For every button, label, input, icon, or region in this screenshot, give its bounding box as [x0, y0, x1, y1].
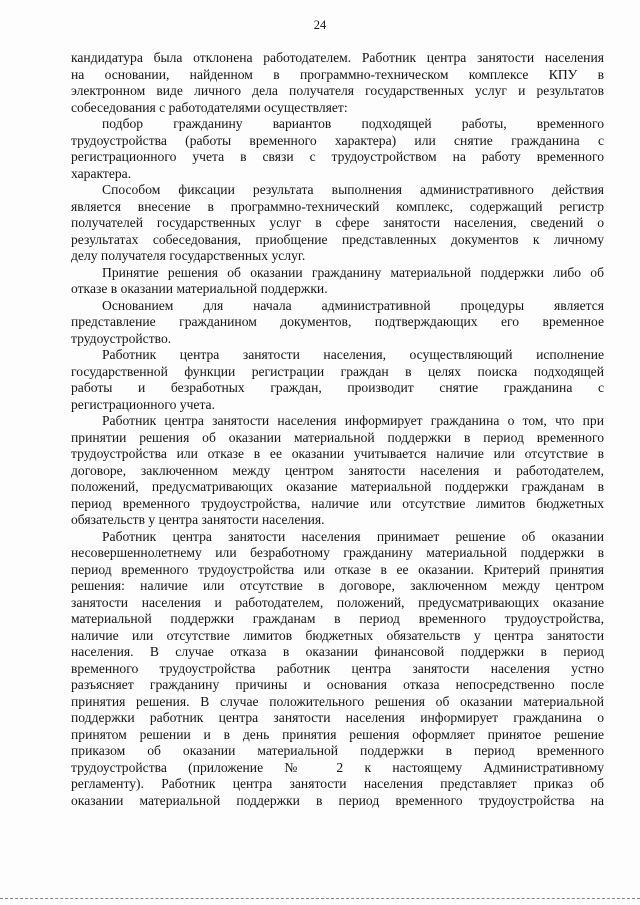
text-line: работы и безработных граждан, производит снятие гражданина с	[71, 380, 604, 395]
text-line: договоре, заключенном между центром занятости населения и работодателем,	[71, 462, 604, 478]
text-line: делу получателя государственных услуг.	[71, 248, 306, 263]
text-line: получателей государственных услуг в сфере занятости населения, сведений о	[71, 215, 604, 230]
text-line: разъясняет гражданину причины и основания отказа непосредственно после	[71, 677, 604, 692]
text-line: принятии решения об оказании материальной поддержки в период временного	[71, 429, 604, 445]
text-line: электронном виде личного дела получателя государственных услуг и результатов	[71, 83, 604, 98]
text-line: регистрационного учета.	[71, 396, 215, 412]
text-line: принятия решения. В случае положительного решения об оказании материальной	[71, 693, 604, 709]
text-line: обязательств у центра занятости населения.	[71, 512, 325, 527]
page-edge-divider	[0, 898, 640, 899]
text-line: государственной функции регистрации граждан в целях поиска подходящей	[71, 363, 604, 379]
text-line: поддержки работник центра занятости населения информирует гражданина о	[71, 710, 604, 725]
text-line: принятом решении и в день принятия решения оформляет принятое решение	[71, 726, 604, 742]
text-line: наличие или отсутствие лимитов бюджетных обязательств у центра занятости	[71, 627, 604, 643]
text-line: трудоустройства или отказе в ее оказании учитывается наличие или отсутствие в	[71, 446, 604, 461]
text-line: характера.	[71, 165, 132, 181]
text-line: трудоустройства (приложение № 2 к настоящему Административному	[71, 759, 604, 775]
text-line: кандидатура была отклонена работодателем. Работник центра занятости населения	[71, 50, 604, 65]
document-body	[71, 50, 604, 809]
text-line: положений, предусматривающих оказание материальной поддержки гражданам в	[71, 479, 604, 494]
text-line: Основанием для начала административной процедуры является	[102, 297, 604, 313]
page-number: 24	[313, 18, 327, 32]
text-line: период временного трудоустройства или отказе в ее оказании. Критерий принятия	[71, 561, 604, 577]
text-line: является внесение в программно-технический комплекс, содержащий регистр	[71, 198, 604, 214]
text-line: Работник центра занятости населения информирует гражданина о том, что при	[102, 413, 604, 428]
text-line: занятости населения и работодателем, положений, предусматривающих оказание	[71, 594, 604, 610]
text-line: на основании, найденном в программно-техническом комплексе КПУ в	[71, 66, 604, 82]
text-line: результатах собеседования, приобщение представленных документов к личному	[71, 231, 604, 247]
text-line: временного трудоустройства работник центра занятости населения устно	[71, 660, 604, 676]
text-line: период временного трудоустройства, наличие или отсутствие лимитов бюджетных	[71, 495, 604, 511]
text-line: населения. В случае отказа в оказании финансовой поддержки в период	[71, 644, 604, 659]
text-line: представление гражданином документов, подтверждающих его временное	[71, 314, 604, 329]
text-line: приказом об оказании материальной поддержки в период временного	[71, 743, 604, 758]
text-line: Принятие решения об оказании гражданину материальной поддержки либо об	[102, 264, 604, 280]
text-line: Работник центра занятости населения принимает решение об оказании	[102, 528, 604, 544]
text-line: отказе в оказании материальной поддержки.	[71, 281, 328, 296]
text-line: несовершеннолетнему или безработному гражданину материальной поддержки в	[71, 545, 604, 560]
text-line: Способом фиксации результата выполнения административного действия	[102, 182, 604, 197]
text-line: Работник центра занятости населения, осуществляющий исполнение	[102, 347, 604, 362]
text-line: трудоустройство.	[71, 330, 172, 346]
text-line: подбор гражданину вариантов подходящей работы, временного	[102, 116, 604, 131]
text-line: собеседования с работодателями осуществляет:	[71, 99, 348, 115]
text-line: материальной поддержки гражданам в период временного трудоустройства,	[71, 611, 604, 626]
text-line: регистрационного учета в связи с трудоустройством на работу временного	[71, 149, 604, 164]
text-line: оказании материальной поддержки в период временного трудоустройства на	[71, 792, 604, 808]
text-line: решения: наличие или отсутствие в договоре, заключенном между центром	[71, 578, 604, 593]
text-line: регламенту). Работник центра занятости населения представляет приказ об	[71, 776, 604, 791]
text-line: трудоустройства (работы временного характера) или снятие гражданина с	[71, 132, 604, 148]
